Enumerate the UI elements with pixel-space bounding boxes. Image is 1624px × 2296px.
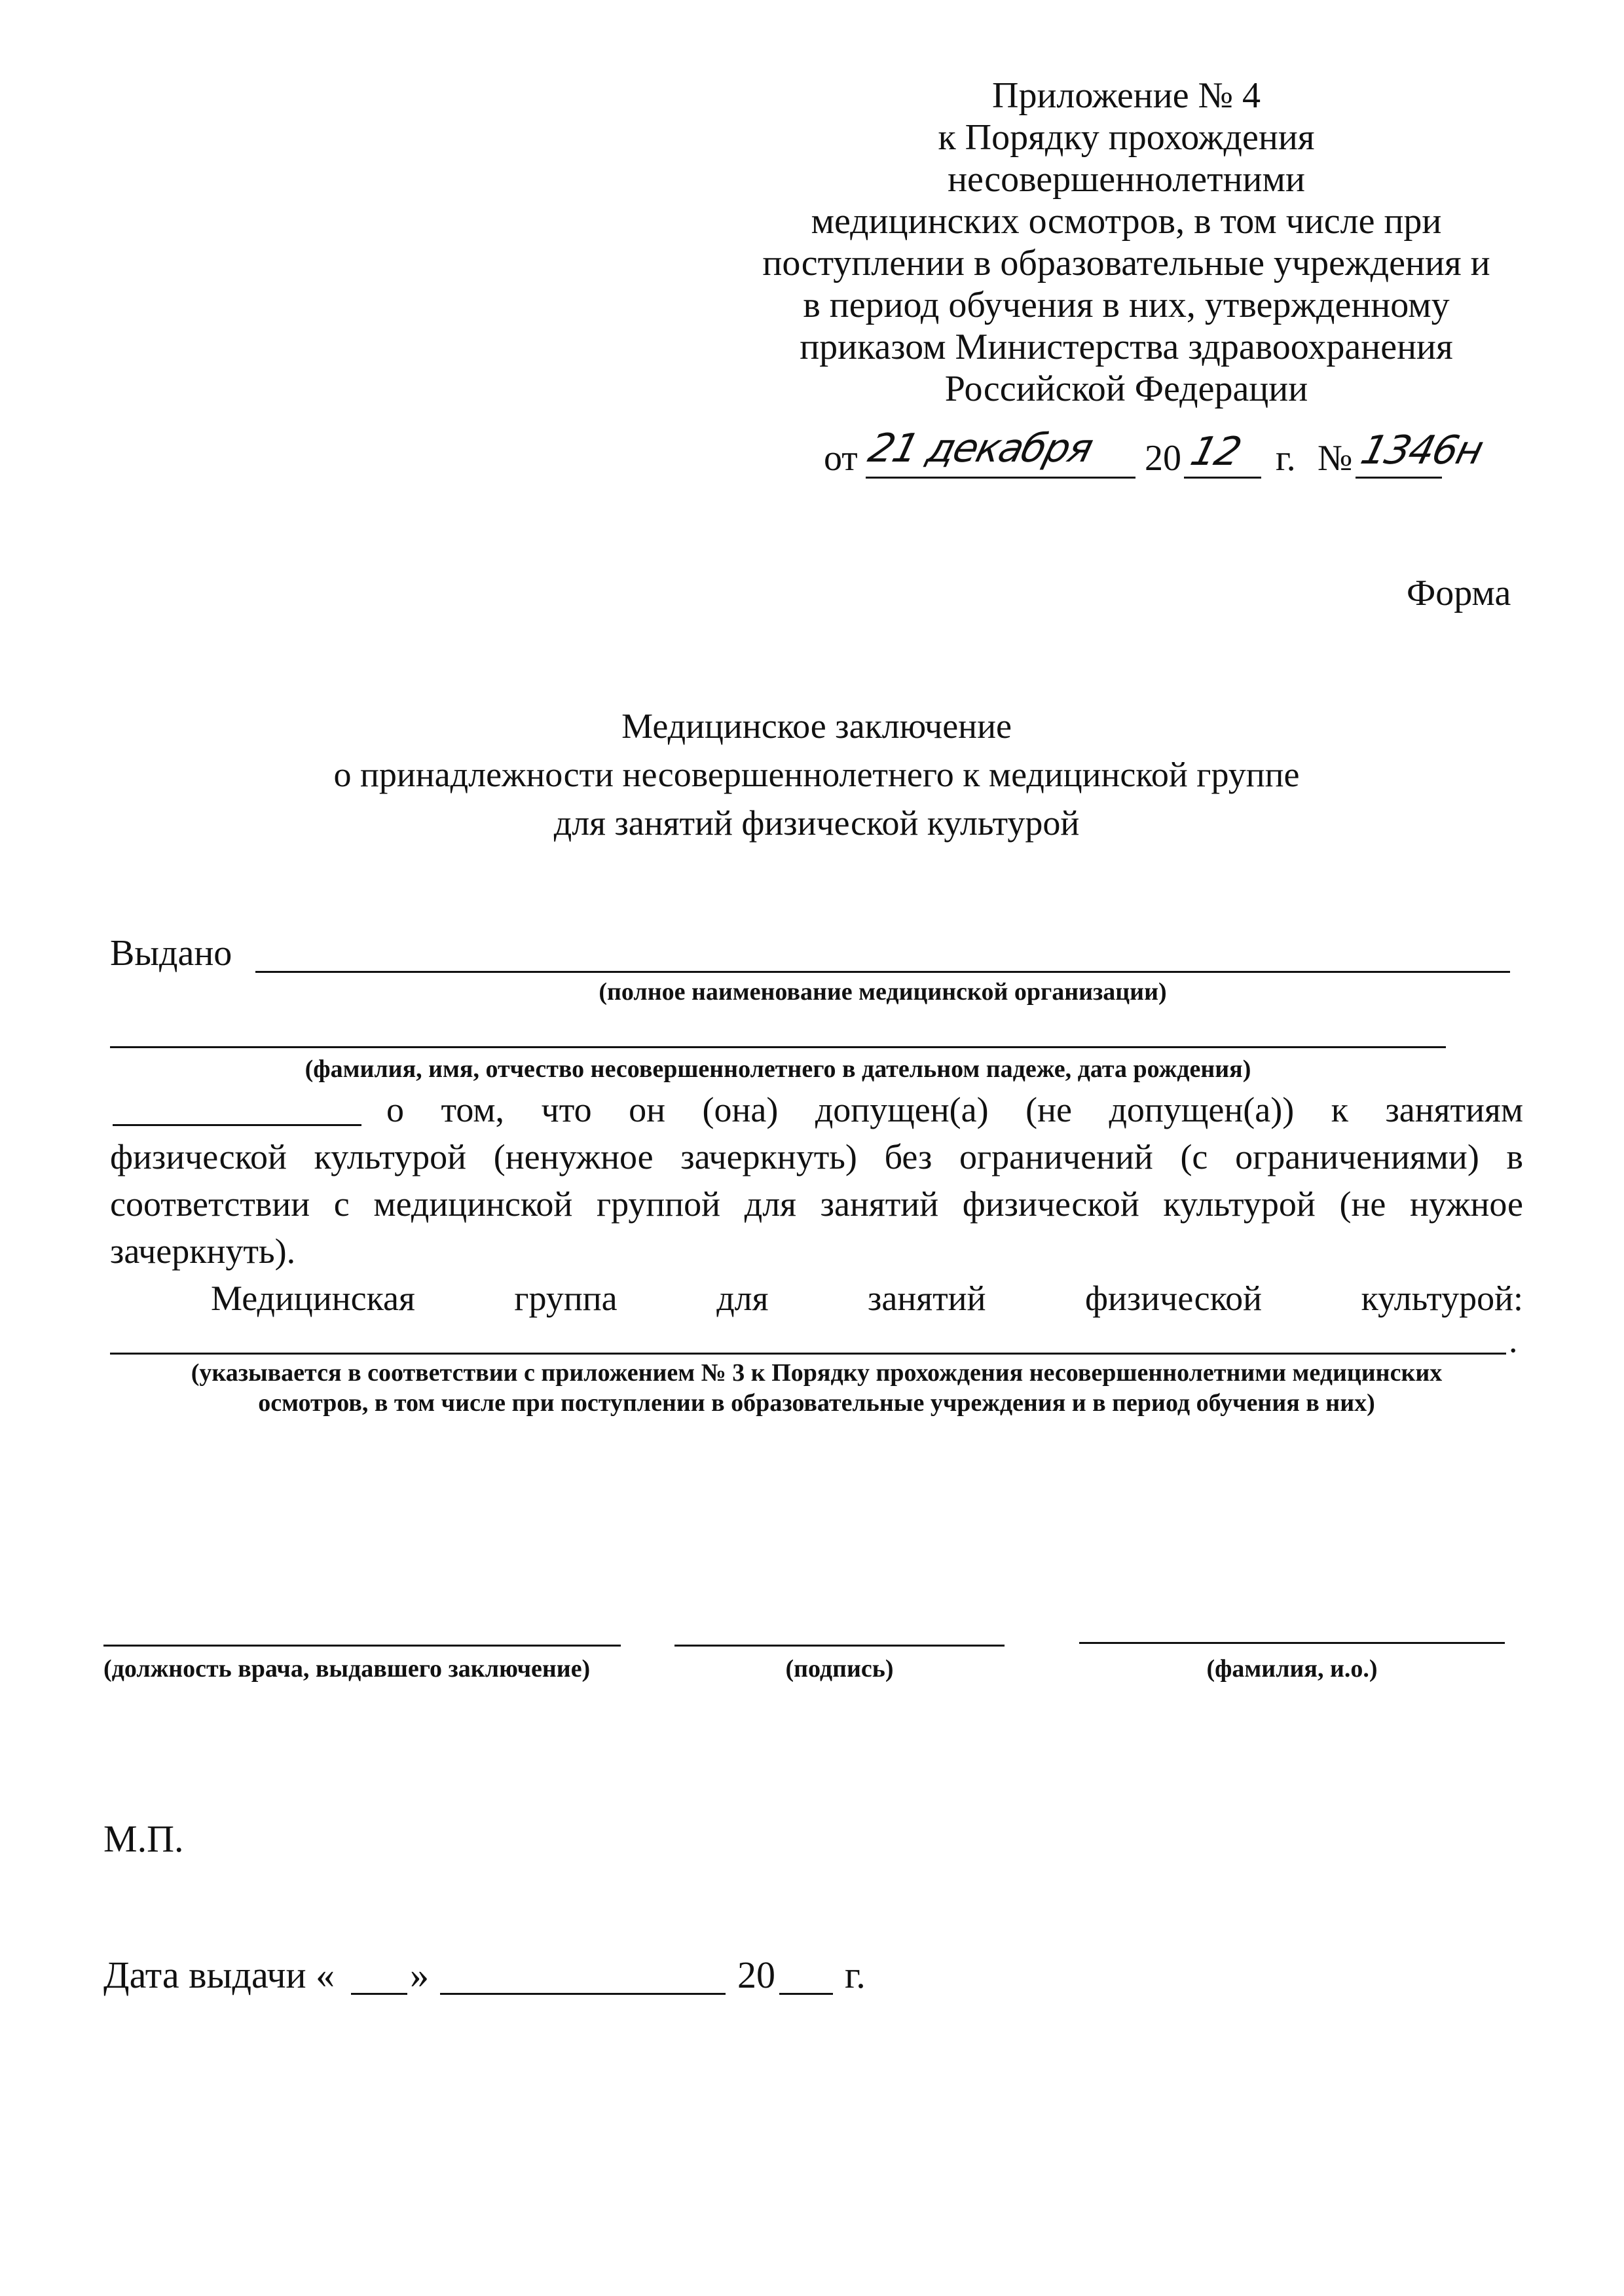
organization-name-hint: (полное наименование медицинской организации) [599, 978, 1167, 1006]
appendix-line-2: к Порядку прохождения [938, 117, 1315, 158]
doctor-name-line [1079, 1642, 1505, 1644]
medical-group-hint-line-1: (указывается в соответствии с приложением № 3 к Порядку прохождения несовершеннолетними медицинских [191, 1359, 1443, 1387]
title-line-1: Медицинское заключение [621, 706, 1012, 746]
issue-date-close-quote: » [410, 1954, 429, 1996]
p1-word-2: том, [441, 1090, 505, 1129]
medical-group-end: . [1509, 1321, 1518, 1360]
p1-word-8: допущен(а)) [1109, 1090, 1295, 1129]
order-year-underline [1184, 477, 1261, 479]
paragraph-line-2: физической культурой (ненужное зачеркнуть) без ограничений (с ограничениями) в [110, 1137, 1523, 1176]
mg-word-5: физической [1085, 1279, 1262, 1318]
p1-word-3: что [541, 1090, 592, 1129]
p1-word-9: к [1331, 1090, 1348, 1129]
p1-word-10: занятиям [1385, 1090, 1523, 1129]
order-number-underline [1356, 477, 1442, 479]
order-date-underline [866, 477, 1135, 479]
appendix-line-7: приказом Министерства здравоохранения [800, 327, 1453, 367]
issue-year-label: г. [845, 1954, 866, 1996]
mg-word-4: занятий [868, 1279, 986, 1318]
document-title [110, 708, 1523, 854]
appendix-line-1: Приложение № 4 [992, 75, 1261, 116]
issued-label: Выдано [110, 933, 232, 974]
admission-blank-line [113, 1124, 361, 1126]
doctor-name-hint: (фамилия, и.о.) [1206, 1655, 1378, 1683]
p1-word-7: (не [1025, 1090, 1072, 1129]
signature-line [674, 1645, 1005, 1647]
issue-year-line [779, 1993, 833, 1995]
p1-word-5: (она) [702, 1090, 779, 1129]
patient-name-hint: (фамилия, имя, отчество несовершеннолетнего в дательном падеже, дата рождения) [304, 1055, 1251, 1083]
medical-group-line [211, 1281, 1523, 1316]
appendix-line-6: в период обучения в них, утвержденному [803, 285, 1450, 325]
issue-year-prefix: 20 [737, 1954, 775, 1996]
appendix-line-3: несовершеннолетними [948, 159, 1305, 200]
p1-word-6: допущен(а) [815, 1090, 989, 1129]
appendix-line-8: Российской Федерации [944, 369, 1308, 409]
order-year-handwritten: 12 [1186, 429, 1246, 475]
order-prefix: от [824, 438, 858, 479]
p1-word-4: он [629, 1090, 665, 1129]
mg-word-2: группа [514, 1279, 618, 1318]
organization-name-line [255, 971, 1510, 973]
appendix-header [714, 77, 1539, 412]
stamp-place-label: М.П. [103, 1817, 184, 1860]
mg-word-3: для [716, 1279, 769, 1318]
issue-date-label: Дата выдачи « [103, 1954, 335, 1996]
appendix-line-4: медицинских осмотров, в том числе при [811, 201, 1442, 242]
p1-word-1: о [386, 1090, 404, 1129]
paragraph-line-1 [386, 1092, 1523, 1127]
paragraph-line-4: зачеркнуть). [110, 1231, 296, 1271]
medical-group-hint-line-2: осмотров, в том числе при поступлении в образовательные учреждения и в период обучения в них) [258, 1389, 1375, 1417]
order-number-label: № [1318, 438, 1353, 479]
signature-hint: (подпись) [785, 1655, 894, 1683]
issue-day-line [351, 1993, 407, 1995]
order-year-label: г. [1276, 438, 1296, 479]
mg-word-1: Медицинская [211, 1279, 415, 1318]
order-number-handwritten: 1346н [1356, 428, 1487, 473]
issue-month-line [440, 1993, 726, 1995]
medical-group-blank-line [110, 1353, 1506, 1355]
order-day-month-handwritten: 21 декабря [864, 426, 1097, 471]
doctor-position-line [103, 1645, 621, 1647]
title-line-3: для занятий физической культурой [553, 803, 1080, 843]
form-label: Форма [1407, 573, 1511, 613]
medical-group-hint [110, 1360, 1523, 1421]
patient-name-line [110, 1046, 1446, 1048]
doctor-position-hint: (должность врача, выдавшего заключение) [103, 1655, 591, 1683]
order-year-prefix: 20 [1145, 438, 1181, 479]
mg-word-6: культурой: [1361, 1279, 1523, 1318]
paragraph-line-3: соответствии с медицинской группой для занятий физической культурой (не нужное [110, 1184, 1523, 1224]
appendix-line-5: поступлении в образовательные учреждения и [762, 243, 1490, 283]
title-line-2: о принадлежности несовершеннолетнего к медицинской группе [333, 755, 1300, 794]
